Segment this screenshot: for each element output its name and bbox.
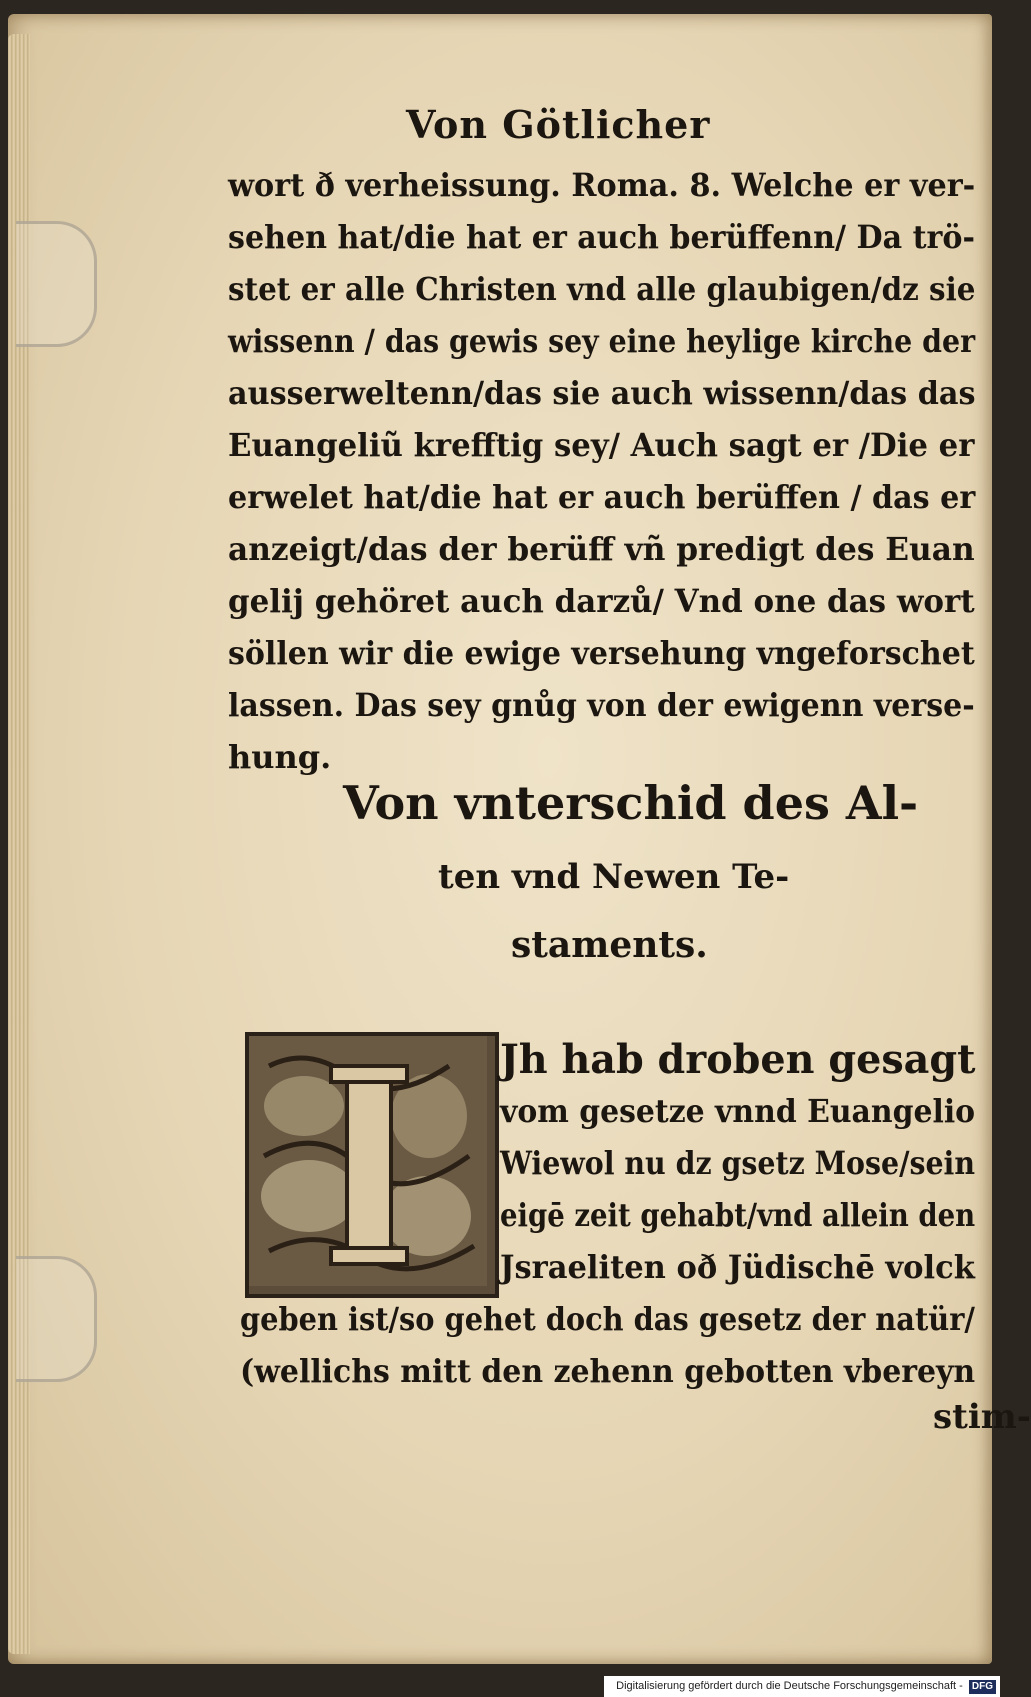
text-line: anzeigt/das der berüff vñ predigt des Euan — [228, 530, 975, 568]
text-line: wissenn / das gewis sey eine heylige kirche der — [228, 322, 976, 360]
text-line: geben ist/so gehet doch das gesetz der natür/ — [240, 1300, 975, 1338]
text-line: söllen wir die ewige versehung vngeforschet — [228, 634, 975, 672]
book-page — [8, 14, 1031, 1664]
text-line: stet er alle Christen vnd alle glaubigen/dz sie — [228, 270, 976, 308]
text-line: vom gesetze vnnd Euangelio — [500, 1092, 976, 1130]
text-line: Jh hab droben gesagt — [500, 1036, 976, 1083]
text-line: wort ð verheissung. Roma. 8. Welche er ver- — [228, 166, 976, 204]
section-heading-line: Von vnterschid des Al- — [343, 776, 919, 830]
running-head: Von Götlicher — [406, 102, 711, 147]
text-line: Euangeliũ krefftig sey/ Auch sagt er /Die er — [228, 426, 975, 464]
section-heading-line: staments. — [511, 924, 708, 966]
text-line: eigē zeit gehabt/vnd allein den — [500, 1196, 976, 1234]
text-line: gelij gehöret auch darzů/ Vnd one das wort — [228, 582, 975, 620]
text-line: Wiewol nu dz gsetz Mose/sein — [500, 1144, 975, 1182]
text-line: ausserweltenn/das sie auch wissenn/das das — [228, 374, 976, 412]
section-heading-line: ten vnd Newen Te- — [438, 857, 790, 897]
scan-clip-top — [16, 221, 97, 347]
scan-clip-bottom — [16, 1256, 97, 1382]
text-line: Jsraeliten oð Jüdischē volck — [500, 1248, 975, 1286]
catchword: stim- — [933, 1397, 1031, 1437]
text-line: sehen hat/die hat er auch berüffenn/ Da trö- — [228, 218, 975, 256]
digitization-footer — [604, 1676, 1000, 1697]
text-line: lassen. Das sey gnůg von der ewigenn verse- — [228, 686, 975, 724]
footer-text: Digitalisierung gefördert durch die Deutsche Forschungsgemeinschaft - — [616, 1680, 963, 1692]
text-line: hung. — [228, 738, 332, 776]
text-line: (wellichs mitt den zehenn gebotten vbereyn — [240, 1352, 976, 1390]
text-line: erwelet hat/die hat er auch berüffen / das er — [228, 478, 976, 516]
decorated-initial-i — [245, 1032, 499, 1298]
woodcut-illustration — [249, 1036, 487, 1286]
dfg-logo: DFG — [969, 1680, 996, 1694]
